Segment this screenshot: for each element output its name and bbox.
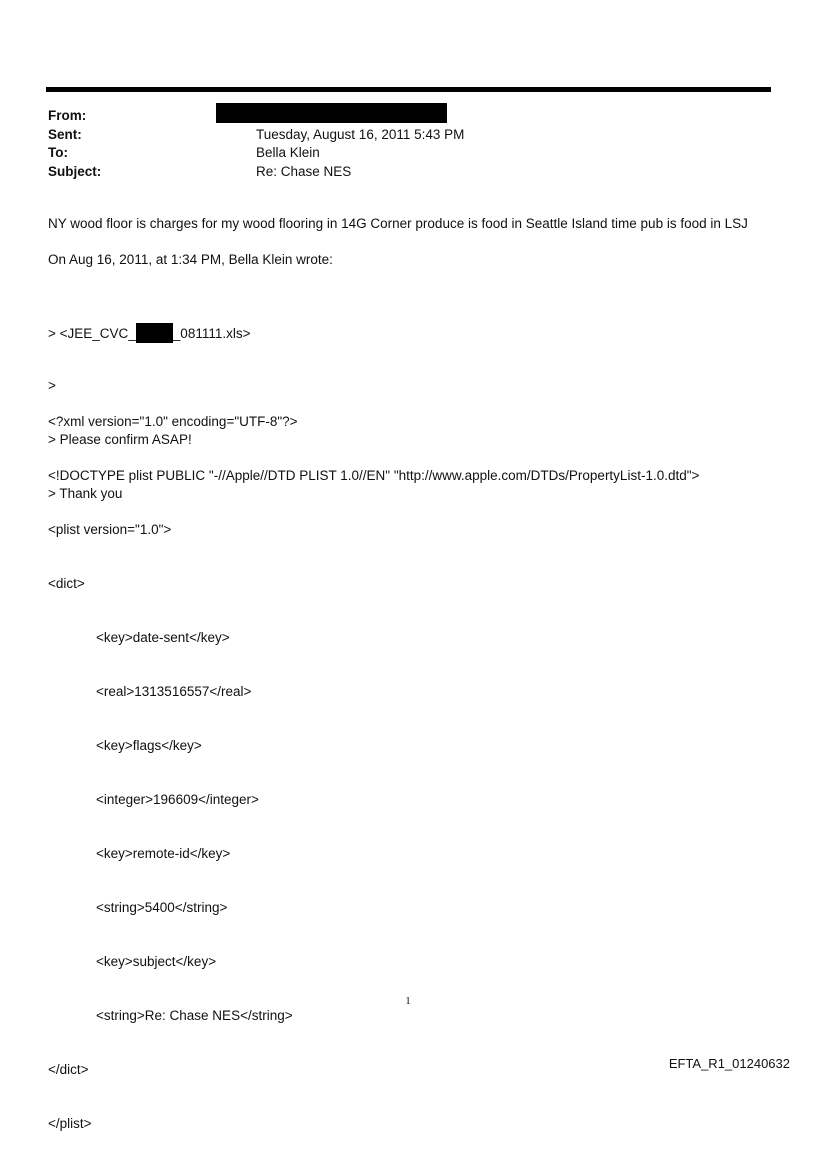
to-row — [48, 144, 748, 163]
dict-close: </dict> — [48, 1062, 89, 1077]
sent-value: Tuesday, August 16, 2011 5:43 PM — [256, 126, 465, 142]
plist-entry: <string>Re: Chase NES</string> — [96, 1008, 293, 1023]
quote-intro: On Aug 16, 2011, at 1:34 PM, Bella Klein wrote: — [48, 252, 333, 267]
doctype-line: <!DOCTYPE plist PUBLIC "-//Apple//DTD PLIST 1.0//EN" "http://www.apple.com/DTDs/PropertyList-1.0.dtd"> — [48, 468, 700, 483]
subject-value: Re: Chase NES — [256, 163, 352, 179]
quote-attachment-line — [48, 323, 250, 341]
from-label: From: — [48, 108, 87, 123]
quote-line: > Thank you — [48, 486, 123, 501]
plist-entry: <key>date-sent</key> — [96, 630, 230, 645]
plist-entry: <key>subject</key> — [96, 954, 217, 969]
quote-line: > Please confirm ASAP! — [48, 432, 192, 447]
bates-number: EFTA_R1_01240632 — [668, 1056, 790, 1071]
subject-row — [48, 163, 748, 182]
attachment-suffix: _081111.xls> — [172, 326, 251, 341]
page-number: 1 — [405, 995, 411, 1007]
redaction-bar — [216, 103, 447, 123]
subject-label: Subject: — [48, 163, 102, 179]
sent-label: Sent: — [48, 126, 82, 142]
to-value: Bella Klein — [256, 145, 320, 160]
email-header — [48, 107, 748, 181]
plist-entry: <string>5400</string> — [96, 900, 228, 915]
to-label: To: — [48, 145, 68, 160]
plist-block — [48, 377, 699, 1151]
quote-blank-line: > — [48, 378, 56, 393]
redaction-bar — [136, 323, 173, 343]
plist-open: <plist version="1.0"> — [48, 522, 172, 537]
plist-close: </plist> — [48, 1116, 92, 1131]
plist-entry: <key>remote-id</key> — [96, 846, 231, 861]
reply-text: NY wood floor is charges for my wood flooring in 14G Corner produce is food in Seattle Island time pub is food in LSJ — [48, 216, 748, 231]
xml-declaration: <?xml version="1.0" encoding="UTF-8"?> — [48, 414, 298, 429]
sent-row — [48, 126, 748, 145]
plist-entry: <integer>196609</integer> — [96, 792, 259, 807]
plist-entry: <real>1313516557</real> — [96, 684, 252, 699]
attachment-prefix: > <JEE_CVC_ — [48, 326, 136, 341]
header-divider — [46, 87, 771, 92]
dict-open: <dict> — [48, 576, 85, 591]
plist-entry: <key>flags</key> — [96, 738, 202, 753]
from-row — [48, 107, 748, 126]
